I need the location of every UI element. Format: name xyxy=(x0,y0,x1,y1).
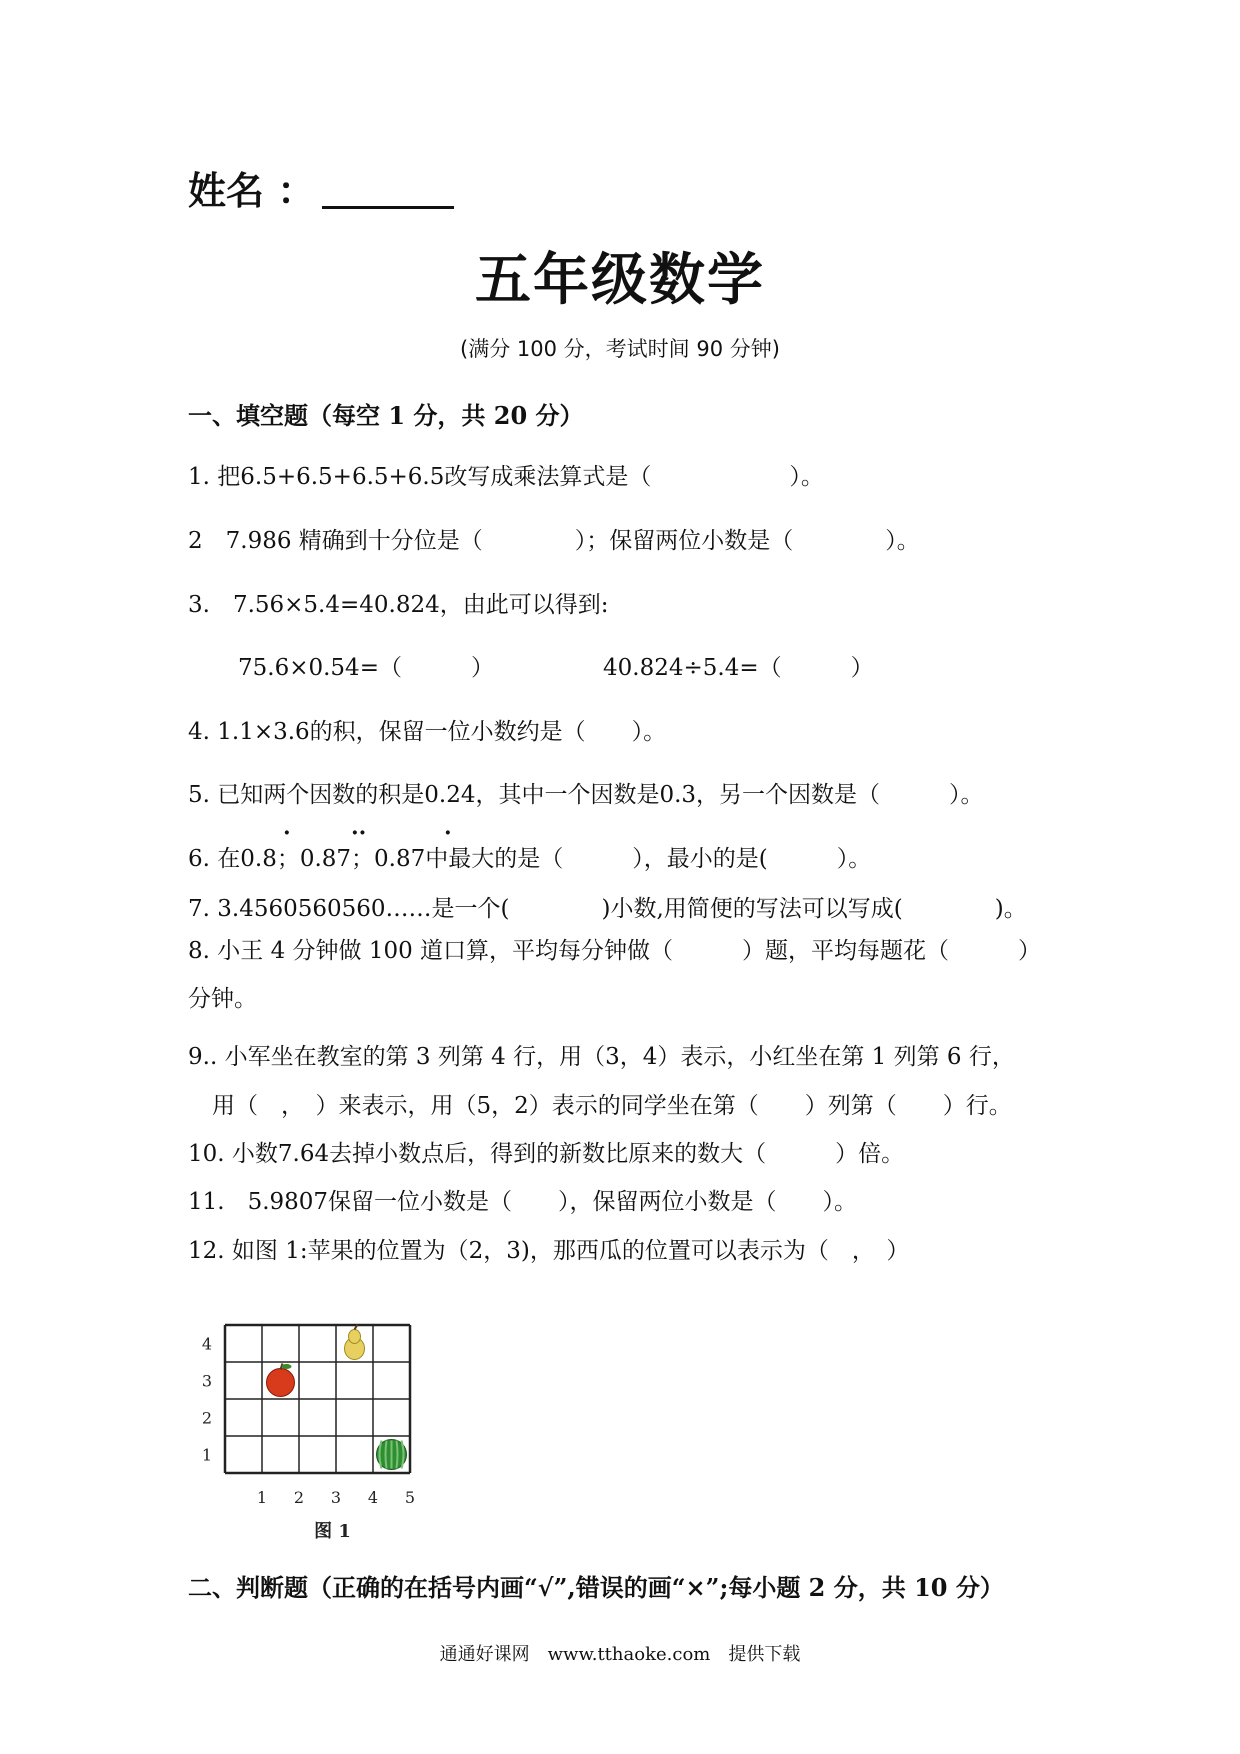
question-3a: 75.6×0.54=（ ） xyxy=(238,655,494,681)
question-7: 7. 3.4560560560……是一个( )小数,用简便的写法可以写成( )。 xyxy=(188,896,1027,922)
question-4: 4. 1.1×3.6的积，保留一位小数约是（ ）。 xyxy=(188,719,667,745)
question-10: 10. 小数7.64去掉小数点后，得到的新数比原来的数大（ ）倍。 xyxy=(188,1141,905,1167)
watermelon-icon xyxy=(377,1440,407,1470)
pear-icon xyxy=(345,1325,365,1360)
grid-labels xyxy=(202,1335,415,1543)
name-label: 姓名 ： xyxy=(188,169,316,213)
name-blank-line[interactable] xyxy=(322,206,454,209)
question-11: 11. 5.9807保留一位小数是（ ），保留两位小数是（ ）。 xyxy=(188,1189,858,1215)
question-8-cont: 分钟。 xyxy=(188,986,257,1012)
repeat-dot-2: ·· xyxy=(351,820,367,846)
x-tick-label: 2 xyxy=(293,1488,305,1507)
question-3b: 40.824÷5.4=（ ） xyxy=(603,655,874,681)
figure-1-grid xyxy=(190,1310,450,1550)
question-3: 3. 7.56×5.4=40.824，由此可以得到: xyxy=(188,592,609,618)
x-tick-label: 5 xyxy=(404,1488,416,1507)
page-subtitle: (满分 100 分，考试时间 90 分钟) xyxy=(460,337,780,361)
question-2: 2 7.986 精确到十分位是（ ）；保留两位小数是（ ）。 xyxy=(188,528,920,554)
y-tick-label: 3 xyxy=(201,1371,213,1391)
question-6: 6. 在0.8；0.87；0.87中最大的是（ ），最小的是( ）。 xyxy=(188,846,872,872)
question-1: 1. 把6.5+6.5+6.5+6.5改写成乘法算式是（ ）。 xyxy=(188,464,824,490)
y-tick-label: 2 xyxy=(201,1408,213,1428)
y-tick-label: 4 xyxy=(201,1334,213,1354)
question-12: 12. 如图 1:苹果的位置为（2，3)，那西瓜的位置可以表示为（ ， ） xyxy=(188,1238,910,1264)
section2-heading: 二、判断题（正确的在括号内画“√”,错误的画“×”;每小题 2 分，共 10 分） xyxy=(188,1573,1004,1602)
x-tick-label: 3 xyxy=(330,1488,342,1507)
question-9: 9.. 小军坐在教室的第 3 列第 4 行，用（3，4）表示，小红坐在第 1 列第 6 行， xyxy=(188,1044,1015,1070)
y-tick-label: 1 xyxy=(201,1445,213,1465)
x-tick-label: 4 xyxy=(367,1488,379,1507)
question-8: 8. 小王 4 分钟做 100 道口算，平均每分钟做（ ）题，平均每题花（ ） xyxy=(188,938,1042,964)
x-tick-label: 1 xyxy=(256,1488,268,1507)
repeat-dot-1: · xyxy=(283,820,291,846)
figure-caption: 图 1 xyxy=(314,1521,351,1542)
page-title: 五年级数学 xyxy=(475,248,765,313)
question-9-cont: 用（ ， ）来表示，用（5，2）表示的同学坐在第（ ）列第（ ）行。 xyxy=(212,1093,1012,1119)
footer-text: 通通好课网 www.tthaoke.com 提供下载 xyxy=(439,1644,801,1665)
apple-icon xyxy=(267,1364,295,1397)
question-5: 5. 已知两个因数的积是0.24，其中一个因数是0.3，另一个因数是（ ）。 xyxy=(188,782,984,808)
section1-heading: 一、填空题（每空 1 分，共 20 分） xyxy=(188,401,584,430)
repeat-dot-3: · xyxy=(444,820,452,846)
